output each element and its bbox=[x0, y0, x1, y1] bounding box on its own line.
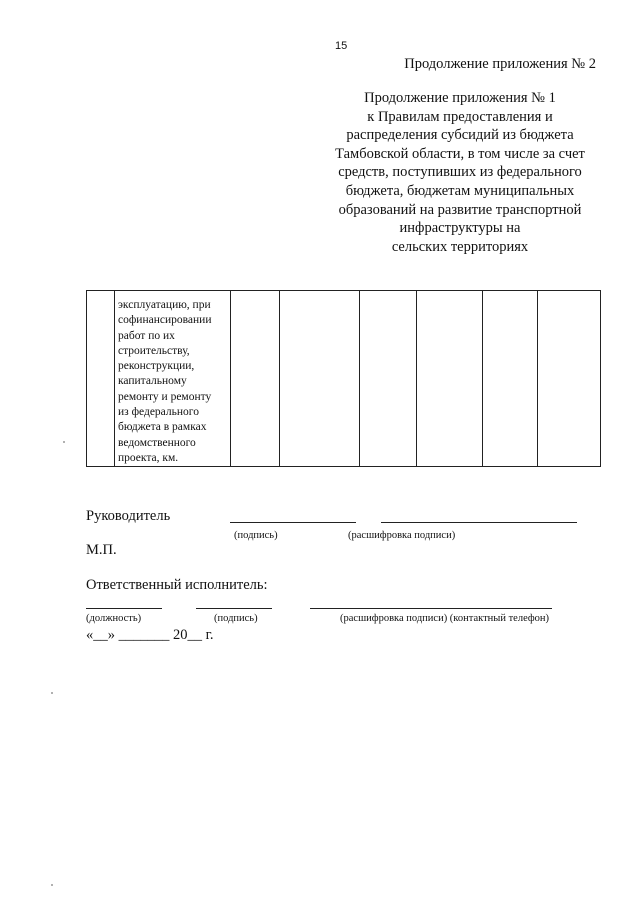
executor-decoding-line bbox=[310, 608, 552, 609]
executor-signature-line bbox=[196, 608, 272, 609]
appendix-1-line: Тамбовской области, в том числе за счет bbox=[335, 145, 585, 162]
appendix-1-heading bbox=[300, 89, 620, 256]
executor-position-caption: (должность) bbox=[86, 613, 142, 624]
head-signature-caption: (подпись) bbox=[234, 530, 278, 541]
scan-artifact bbox=[51, 692, 53, 694]
executor-signature-caption: (подпись) bbox=[214, 613, 258, 624]
table-cell bbox=[417, 291, 483, 467]
appendix-1-line: средств, поступивших из федерального bbox=[338, 164, 582, 181]
date-line: «__» _______ 20__ г. bbox=[86, 627, 214, 643]
description-line: строительству, bbox=[118, 344, 190, 357]
description-line: капитальному bbox=[118, 375, 187, 388]
table-cell bbox=[231, 291, 280, 467]
executor-label: Ответственный исполнитель: bbox=[86, 577, 268, 593]
description-line: проекта, км. bbox=[118, 451, 179, 464]
appendix-1-line: к Правилам предоставления и bbox=[367, 108, 553, 125]
table-cell-description bbox=[115, 291, 231, 467]
description-line: софинансировании bbox=[118, 314, 212, 327]
head-decoding-line bbox=[381, 522, 577, 523]
description-line: ведомственного bbox=[118, 436, 196, 449]
appendix-1-line: сельских территориях bbox=[391, 238, 529, 255]
appendix-1-line: образований на развитие транспортной bbox=[338, 201, 582, 218]
executor-decoding-caption: (расшифровка подписи) (контактный телефон) bbox=[340, 613, 550, 624]
stamp-label: М.П. bbox=[86, 542, 117, 558]
head-label: Руководитель bbox=[86, 508, 171, 524]
executor-position-line bbox=[86, 608, 162, 609]
appendix-1-line: Продолжение приложения № 1 bbox=[364, 90, 556, 106]
table-row bbox=[87, 291, 601, 467]
data-table bbox=[86, 290, 601, 467]
description-line: бюджета в рамках bbox=[118, 421, 207, 434]
head-signature-line bbox=[230, 522, 356, 523]
appendix-1-line: распределения субсидий из бюджета bbox=[346, 127, 574, 144]
description-line: ремонту и ремонту bbox=[118, 390, 212, 403]
table-cell bbox=[87, 291, 115, 467]
head-decoding-caption: (расшифровка подписи) bbox=[348, 530, 456, 541]
description-line: из федерального bbox=[118, 406, 199, 419]
description-line: эксплуатацию, при bbox=[118, 299, 211, 311]
table-cell bbox=[483, 291, 538, 467]
description-line: работ по их bbox=[118, 329, 175, 342]
page-number: 15 bbox=[335, 40, 348, 52]
appendix-1-line: бюджета, бюджетам муниципальных bbox=[345, 182, 575, 199]
scan-artifact bbox=[63, 441, 65, 443]
table-cell bbox=[280, 291, 360, 467]
appendix-2-heading: Продолжение приложения № 2 bbox=[404, 56, 596, 72]
description-line: реконструкции, bbox=[118, 360, 195, 373]
scan-artifact bbox=[51, 884, 53, 886]
table-cell bbox=[538, 291, 601, 467]
table-cell bbox=[360, 291, 417, 467]
appendix-1-line: инфраструктуры на bbox=[399, 220, 521, 237]
